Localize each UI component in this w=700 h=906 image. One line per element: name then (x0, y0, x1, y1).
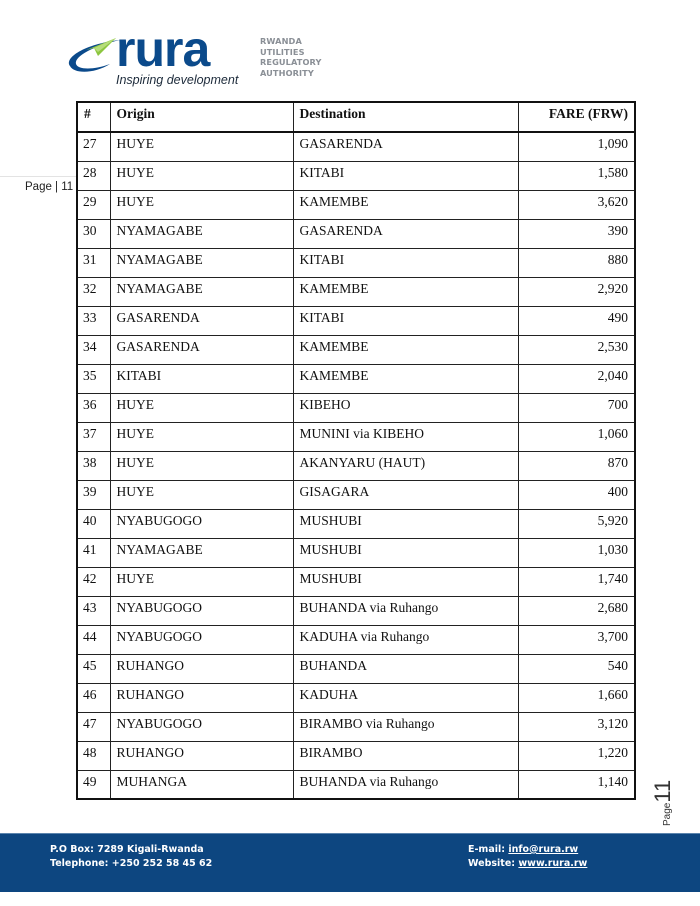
row-origin: NYABUGOGO (110, 509, 293, 538)
table-row (77, 596, 635, 625)
row-number: 37 (77, 422, 110, 451)
row-destination: KADUHA (293, 683, 518, 712)
table-header-row (77, 102, 635, 132)
authority-line: UTILITIES (260, 46, 305, 57)
row-fare: 2,040 (518, 364, 635, 393)
row-fare: 700 (518, 393, 635, 422)
row-number: 46 (77, 683, 110, 712)
row-origin: NYAMAGABE (110, 219, 293, 248)
row-number: 42 (77, 567, 110, 596)
row-number: 28 (77, 161, 110, 190)
table-row (77, 567, 635, 596)
column-header-destination: Destination (293, 102, 518, 132)
logo-wordmark: rura (116, 21, 210, 77)
row-fare: 490 (518, 306, 635, 335)
footer (0, 833, 700, 892)
row-fare: 1,140 (518, 770, 635, 799)
row-number: 47 (77, 712, 110, 741)
row-origin: GASARENDA (110, 306, 293, 335)
row-origin: RUHANGO (110, 654, 293, 683)
email-line (468, 843, 587, 857)
row-origin: HUYE (110, 393, 293, 422)
row-number: 30 (77, 219, 110, 248)
row-fare: 1,030 (518, 538, 635, 567)
margin-rule (0, 176, 76, 177)
row-destination: BIRAMBO via Ruhango (293, 712, 518, 741)
table-row (77, 480, 635, 509)
row-number: 29 (77, 190, 110, 219)
table-row (77, 683, 635, 712)
page-word: Page (662, 802, 673, 826)
row-destination: KAMEMBE (293, 364, 518, 393)
row-origin: HUYE (110, 567, 293, 596)
table-row (77, 161, 635, 190)
row-number: 38 (77, 451, 110, 480)
row-destination: MUNINI via KIBEHO (293, 422, 518, 451)
row-origin: NYAMAGABE (110, 538, 293, 567)
row-number: 45 (77, 654, 110, 683)
authority-line: RWANDA (260, 36, 302, 46)
row-fare: 870 (518, 451, 635, 480)
row-origin: GASARENDA (110, 335, 293, 364)
row-origin: NYAMAGABE (110, 248, 293, 277)
table-row (77, 538, 635, 567)
row-fare: 2,920 (518, 277, 635, 306)
row-number: 34 (77, 335, 110, 364)
table-row (77, 248, 635, 277)
table-row (77, 770, 635, 799)
row-fare: 1,090 (518, 132, 635, 161)
footer-contact (468, 843, 587, 871)
margin-page-label: Page | 11 (25, 181, 74, 193)
table-row (77, 741, 635, 770)
row-fare: 3,120 (518, 712, 635, 741)
authority-name (260, 36, 322, 78)
row-fare: 2,680 (518, 596, 635, 625)
row-destination: BIRAMBO (293, 741, 518, 770)
table-row (77, 393, 635, 422)
table-row (77, 422, 635, 451)
row-fare: 1,660 (518, 683, 635, 712)
po-box: P.O Box: 7289 Kigali-Rwanda (50, 844, 204, 855)
row-number: 43 (77, 596, 110, 625)
column-header-number: # (77, 102, 110, 132)
row-origin: NYABUGOGO (110, 625, 293, 654)
row-destination: MUSHUBI (293, 567, 518, 596)
row-destination: GISAGARA (293, 480, 518, 509)
row-origin: HUYE (110, 422, 293, 451)
row-origin: HUYE (110, 132, 293, 161)
table-row (77, 132, 635, 161)
row-fare: 1,740 (518, 567, 635, 596)
authority-line: REGULATORY (260, 57, 322, 67)
row-origin: NYABUGOGO (110, 596, 293, 625)
table-row (77, 219, 635, 248)
row-fare: 880 (518, 248, 635, 277)
email-link[interactable]: info@rura.rw (508, 844, 579, 855)
row-number: 44 (77, 625, 110, 654)
row-number: 33 (77, 306, 110, 335)
row-destination: GASARENDA (293, 219, 518, 248)
row-origin: NYAMAGABE (110, 277, 293, 306)
row-destination: KAMEMBE (293, 190, 518, 219)
row-origin: RUHANGO (110, 683, 293, 712)
row-destination: KITABI (293, 306, 518, 335)
table-row (77, 277, 635, 306)
row-destination: GASARENDA (293, 132, 518, 161)
row-number: 27 (77, 132, 110, 161)
page-number-vertical (652, 770, 682, 826)
row-origin: HUYE (110, 451, 293, 480)
row-destination: AKANYARU (HAUT) (293, 451, 518, 480)
row-destination: KIBEHO (293, 393, 518, 422)
column-header-origin: Origin (110, 102, 293, 132)
row-number: 36 (77, 393, 110, 422)
row-number: 31 (77, 248, 110, 277)
row-origin: NYABUGOGO (110, 712, 293, 741)
row-destination: KADUHA via Ruhango (293, 625, 518, 654)
website-link[interactable]: www.rura.rw (518, 858, 588, 869)
row-destination: BUHANDA via Ruhango (293, 770, 518, 799)
row-destination: KITABI (293, 161, 518, 190)
swoosh-icon (64, 28, 124, 78)
row-fare: 400 (518, 480, 635, 509)
table-row (77, 712, 635, 741)
row-origin: HUYE (110, 480, 293, 509)
row-number: 39 (77, 480, 110, 509)
row-origin: HUYE (110, 190, 293, 219)
row-fare: 3,620 (518, 190, 635, 219)
row-destination: KITABI (293, 248, 518, 277)
table-row (77, 190, 635, 219)
row-fare: 3,700 (518, 625, 635, 654)
row-destination: KAMEMBE (293, 335, 518, 364)
table-row (77, 364, 635, 393)
row-number: 40 (77, 509, 110, 538)
row-number: 48 (77, 741, 110, 770)
logo-tagline: Inspiring development (116, 73, 239, 87)
row-number: 35 (77, 364, 110, 393)
fare-table (76, 101, 636, 800)
row-origin: HUYE (110, 161, 293, 190)
row-fare: 1,060 (518, 422, 635, 451)
row-origin: RUHANGO (110, 741, 293, 770)
row-number: 32 (77, 277, 110, 306)
row-fare: 2,530 (518, 335, 635, 364)
row-number: 41 (77, 538, 110, 567)
row-fare: 5,920 (518, 509, 635, 538)
table-row (77, 625, 635, 654)
table-row (77, 306, 635, 335)
authority-line: AUTHORITY (260, 67, 314, 78)
row-fare: 540 (518, 654, 635, 683)
row-destination: BUHANDA (293, 654, 518, 683)
row-fare: 1,580 (518, 161, 635, 190)
telephone: Telephone: +250 252 58 45 62 (50, 858, 213, 869)
row-origin: KITABI (110, 364, 293, 393)
page-number: 11 (650, 779, 675, 803)
table-row (77, 335, 635, 364)
row-destination: KAMEMBE (293, 277, 518, 306)
email-label: E-mail: (468, 844, 509, 855)
footer-address (50, 843, 212, 871)
row-number: 49 (77, 770, 110, 799)
row-destination: MUSHUBI (293, 509, 518, 538)
row-fare: 1,220 (518, 741, 635, 770)
website-line (468, 857, 587, 871)
row-fare: 390 (518, 219, 635, 248)
row-destination: MUSHUBI (293, 538, 518, 567)
table-row (77, 509, 635, 538)
column-header-fare: FARE (FRW) (518, 102, 635, 132)
row-destination: BUHANDA via Ruhango (293, 596, 518, 625)
rura-logo (64, 21, 324, 92)
table-row (77, 451, 635, 480)
table-row (77, 654, 635, 683)
website-label: Website: (468, 858, 519, 869)
row-origin: MUHANGA (110, 770, 293, 799)
